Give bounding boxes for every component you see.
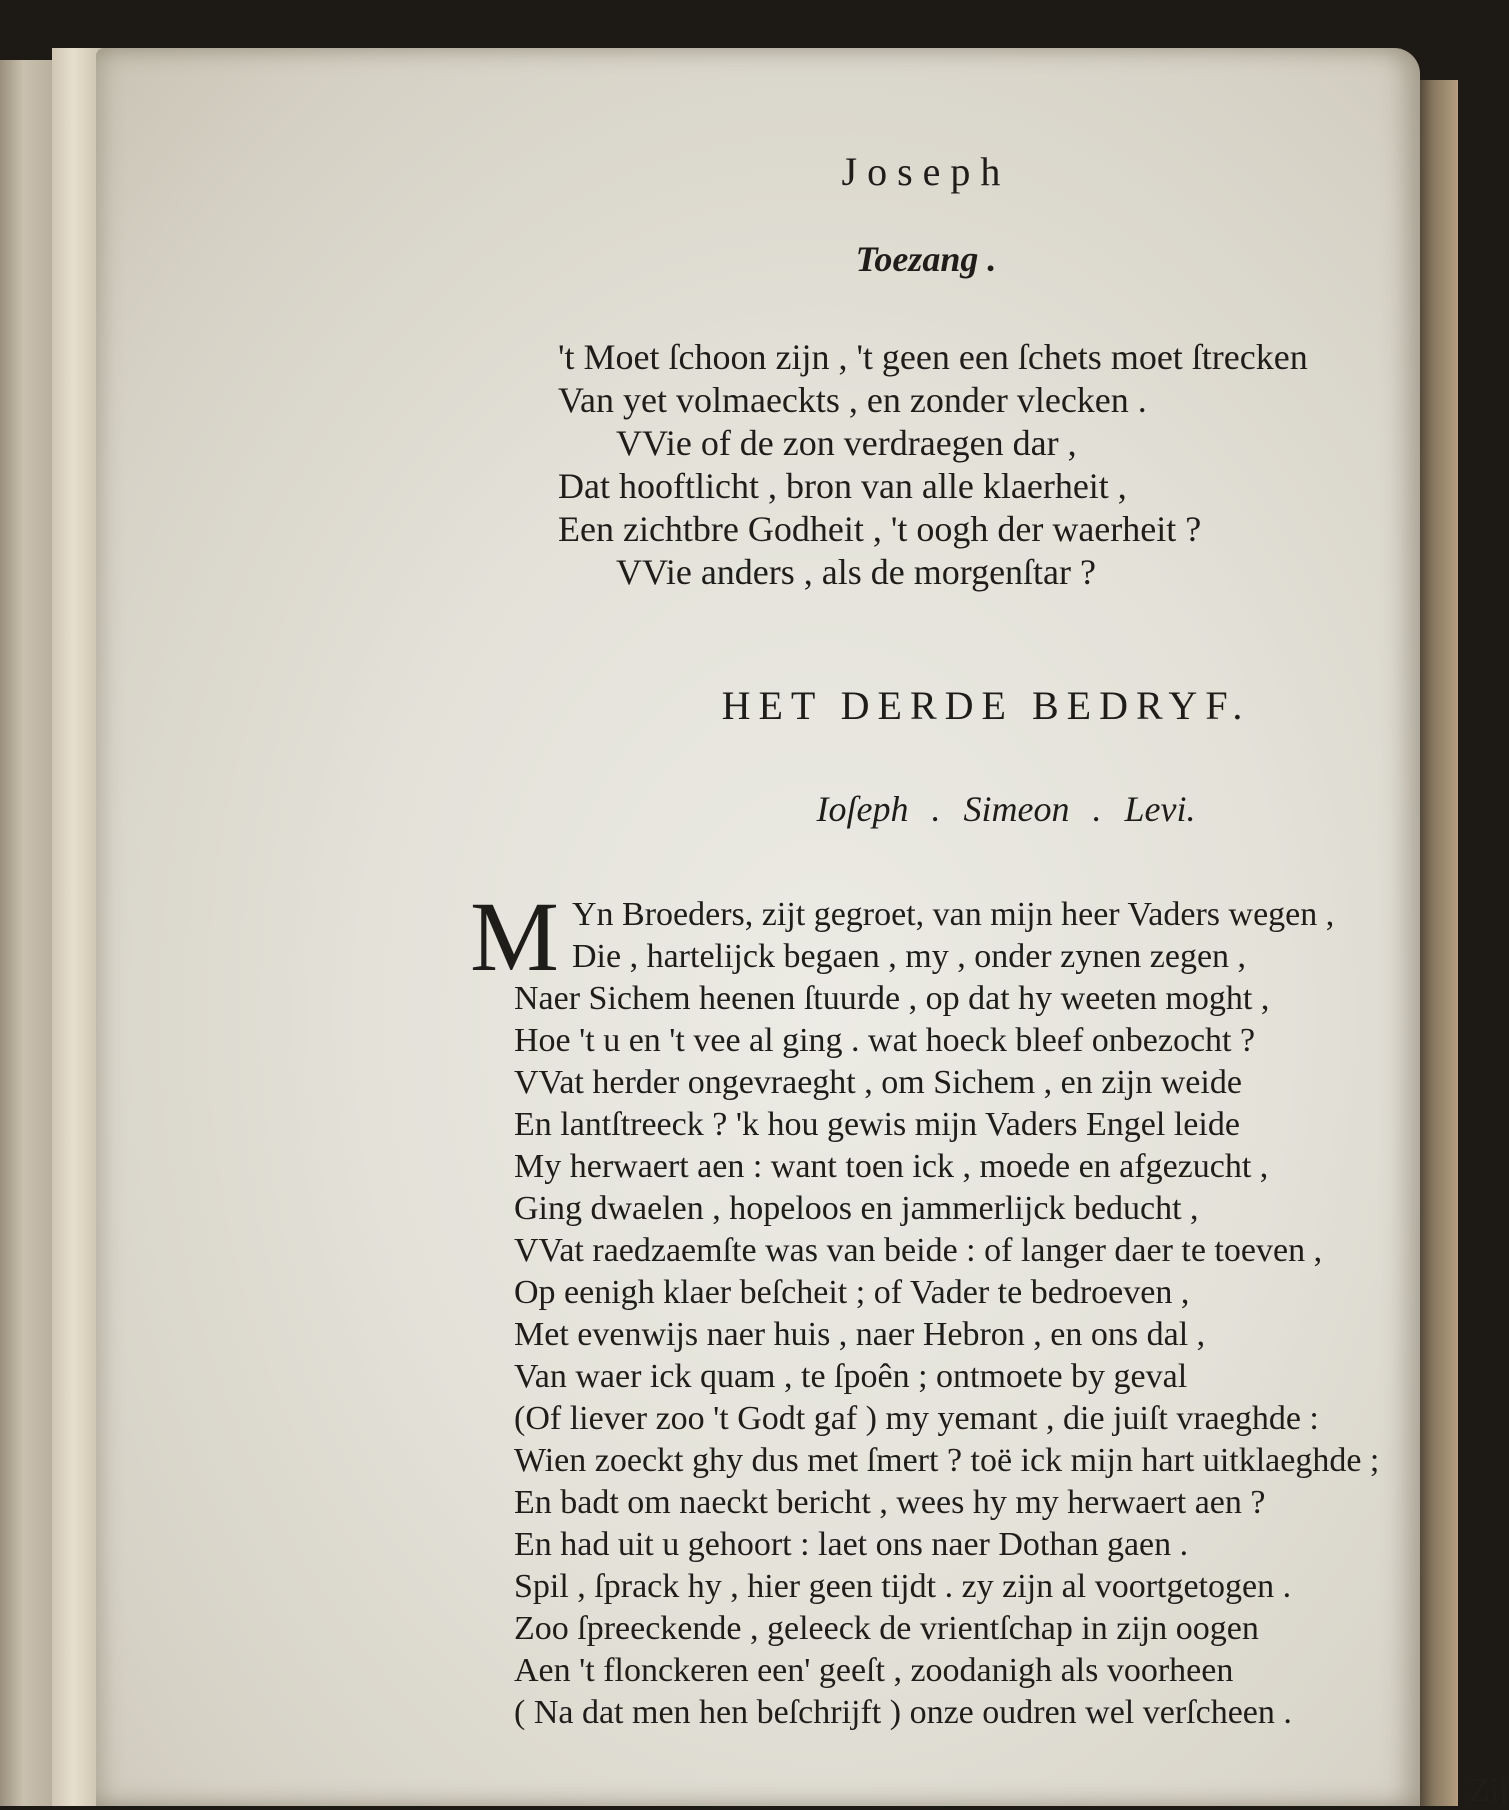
dialogue-line: VVat herder ongevraeght , om Sichem , en zijn weide xyxy=(514,1064,1242,1101)
act-heading: HET DERDE BEDRYF. xyxy=(721,683,1251,728)
song-line: VVie of de zon verdraegen dar , xyxy=(616,423,1077,463)
dialogue-line: Hoe 't u en 't vee al ging . wat hoeck bleef onbezocht ? xyxy=(514,1022,1256,1059)
dialogue-line: Zoo ſpreeckende , geleeck de vrientſchap in zijn oogen xyxy=(514,1610,1259,1647)
dialogue-line: (Of liever zoo 't Godt gaf ) my yemant , die juiſt vraeghde : xyxy=(514,1400,1319,1437)
book-page xyxy=(96,48,1509,1809)
dialogue-line: En lantſtreeck ? 'k hou gewis mijn Vaders Engel leide xyxy=(514,1106,1240,1143)
dialogue-line: En had uit u gehoort : laet ons naer Dothan gaen . xyxy=(514,1526,1189,1563)
catchword: Zij xyxy=(1469,1772,1509,1809)
dialogue-line: Naer Sichem heenen ſtuurde , op dat hy weeten moght , xyxy=(514,980,1270,1017)
character-list: Ioſeph . Simeon . Levi. xyxy=(816,789,1196,829)
dialogue-line: Ging dwaelen , hopeloos en jammerlijck beducht , xyxy=(514,1190,1199,1227)
dialogue-line: Met evenwijs naer huis , naer Hebron , en ons dal , xyxy=(514,1316,1206,1353)
song-line: Een zichtbre Godheit , 't oogh der waerheit ? xyxy=(558,509,1202,549)
dialogue-line-text: Yn Broeders, zijt gegroet, van mijn heer Vaders wegen , xyxy=(572,896,1335,933)
dialogue-line: My herwaert aen : want toen ick , moede en afgezucht , xyxy=(514,1148,1269,1185)
dialogue-line: ( Na dat men hen beſchrijft ) onze oudren wel verſcheen . xyxy=(514,1694,1292,1731)
dialogue-speech xyxy=(470,881,1504,1734)
song-line: 't Moet ſchoon zijn , 't geen een ſchets moet ſtrecken xyxy=(558,337,1308,377)
dialogue-line: Aen 't flonckeren een' geeſt , zoodanigh als voorheen xyxy=(514,1652,1234,1689)
facing-page-edge xyxy=(0,60,58,1806)
dialogue-line: Wien zoeckt ghy dus met ſmert ? toë ick mijn hart uitklaeghde ; xyxy=(514,1442,1380,1479)
dialogue-line: En badt om naeckt bericht , wees hy my herwaert aen ? xyxy=(514,1484,1266,1521)
drop-cap: M xyxy=(470,881,559,992)
dialogue-line: Spil , ſprack hy , hier geen tijdt . zy zijn al voortgetogen . xyxy=(514,1568,1292,1605)
dialogue-line: VVat raedzaemſte was van beide : of langer daer te toeven , xyxy=(514,1232,1323,1269)
song-title: Toezang . xyxy=(855,239,997,279)
dialogue-line: Die , hartelijck begaen , my , onder zynen zegen , xyxy=(572,938,1247,975)
song-line: VVie anders , als de morgenſtar ? xyxy=(616,552,1097,592)
dialogue-line: Op eenigh klaer beſcheit ; of Vader te bedroeven , xyxy=(514,1274,1190,1311)
song-line: Van yet volmaeckts , en zonder vlecken . xyxy=(558,380,1147,420)
song-stanza xyxy=(558,336,1458,594)
running-head: Joseph xyxy=(841,149,1011,194)
song-line: Dat hooftlicht , bron van alle klaerheit , xyxy=(558,466,1127,506)
dialogue-line: Van waer ick quam , te ſpoên ; ontmoete by geval xyxy=(514,1358,1188,1395)
